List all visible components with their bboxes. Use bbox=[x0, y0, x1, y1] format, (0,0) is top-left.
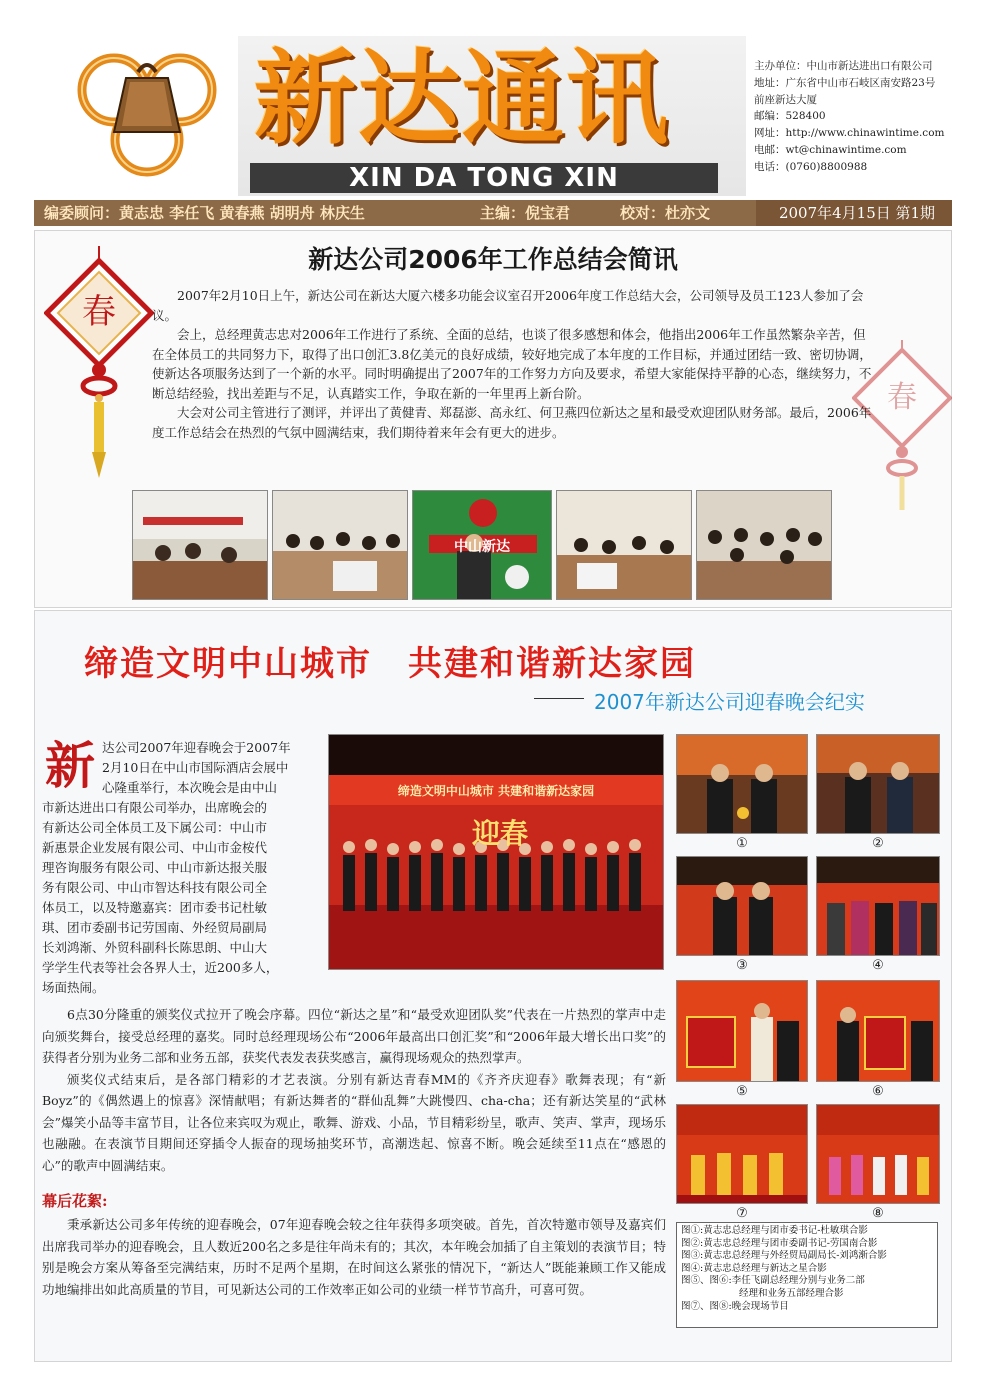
article1-paragraph: 大会对公司主管进行了测评，并评出了黄健青、郑磊澎、高永红、何卫燕四位新达之星和最受欢迎团队财务部。最后，2006年度工作总结会在热烈的气氛中圆满结束，我们期待着来年会有更大的进步。 bbox=[152, 405, 872, 440]
publisher-info-line: 电话：(0760)8800988 bbox=[754, 160, 868, 173]
photo-number: ③ bbox=[736, 958, 748, 973]
gallery-photo-5 bbox=[676, 980, 808, 1082]
intro-line: 学学生代表等社会各界人士，近200多人， bbox=[42, 960, 279, 975]
spring-character: 春 bbox=[82, 292, 116, 332]
intro-line: 理咨询服务有限公司、中山市新达报关服 bbox=[42, 860, 268, 875]
caption-line: 经理和业务五部经理合影 bbox=[739, 1287, 844, 1299]
intro-line: 有新达公司全体员工及下属公司：中山市 bbox=[42, 820, 268, 835]
photo-number: ⑦ bbox=[736, 1206, 748, 1221]
gallery-photo-7 bbox=[676, 1104, 808, 1204]
masthead-title-english: XIN DA TONG XIN bbox=[250, 163, 718, 193]
staff-bar-left bbox=[34, 200, 756, 226]
photo-number: ⑧ bbox=[872, 1206, 884, 1221]
caption-line: 图②:黄志忠总经理与团市委副书记-劳国南合影 bbox=[681, 1237, 878, 1249]
article1-paragraph: 会上，总经理黄志忠对2006年工作进行了系统、全面的总结，也谈了很多感想和体会，他指出2006年工作虽然繁杂辛苦，但在全体员工的共同努力下，取得了出口创汇3.8亿美元的良好成绩，较好地完成了本年度的工作目标，并通过团结一致、密切协调，使新达各项服务达到了一个新的水平。同时明确提出了2007年的工作努力方向及要求，希望大家能保持平静的心态，继续努力，不断总结经验，找出差距与不足，认真踏实工作，争取在新的一年里再上新台阶。 bbox=[152, 327, 872, 401]
photo-number: ⑤ bbox=[736, 1084, 748, 1099]
photo-caption-box bbox=[676, 1222, 938, 1328]
article2-headline: 缔造文明中山城市 共建和谐新达家园 bbox=[84, 644, 696, 684]
intro-line: 琪、团市委副书记劳国南、外经贸局副局 bbox=[42, 920, 268, 935]
gallery-photo-6 bbox=[816, 980, 940, 1082]
publisher-info-line: 地址：广东省中山市石岐区南安路23号 bbox=[754, 76, 936, 89]
publisher-info-line: 主办单位：中山市新达进出口有限公司 bbox=[754, 60, 933, 72]
photo-number: ① bbox=[736, 836, 748, 851]
stage-backdrop-text: 迎春 bbox=[471, 817, 528, 850]
intro-line: 体员工，以及特邀嘉宾：团市委书记杜敏 bbox=[42, 900, 268, 915]
stage-photo bbox=[328, 734, 664, 970]
meeting-photo-2 bbox=[272, 490, 408, 600]
intro-line: 长刘鸿渐、外贸科副科长陈思朗、中山大 bbox=[42, 940, 268, 955]
gallery-photo-1 bbox=[676, 734, 808, 834]
gallery-photo-8 bbox=[816, 1104, 940, 1204]
intro-line: 2月10日在中山市国际酒店会展中 bbox=[102, 760, 289, 775]
article1-paragraph: 2007年2月10日上午，新达公司在新达大厦六楼多功能会议室召开2006年度工作总结大会，公司领导及员工123人参加了会议。 bbox=[152, 288, 864, 323]
publisher-info-line: 邮编：528400 bbox=[754, 110, 826, 123]
intro-line: 市新达进出口有限公司举办，出席晚会的 bbox=[42, 800, 268, 815]
meeting-photo-5 bbox=[696, 490, 832, 600]
intro-line: 心隆重举行，本次晚会是由中山 bbox=[102, 780, 278, 795]
chief-editor: 主编：倪宝君 bbox=[480, 204, 571, 222]
subtitle-dash-rule bbox=[534, 698, 584, 699]
gallery-photo-2 bbox=[816, 734, 940, 834]
issue-date: 2007年4月15日 第1期 bbox=[778, 204, 936, 222]
backstage-body bbox=[42, 1214, 666, 1300]
article1-body bbox=[152, 286, 872, 442]
caption-line: 图③:黄志忠总经理与外经贸局副局长-刘鸿渐合影 bbox=[681, 1250, 887, 1262]
backstage-heading: 幕后花絮: bbox=[42, 1192, 108, 1210]
gallery-photo-4 bbox=[816, 856, 940, 956]
article2-subtitle: 2007年新达公司迎春晚会纪实 bbox=[594, 690, 865, 714]
intro-line: 务有限公司、中山市智达科技有限公司全 bbox=[42, 880, 268, 895]
faded-spring-character: 春 bbox=[887, 380, 917, 415]
gallery-photo-3 bbox=[676, 856, 808, 956]
proofreader: 校对：杜亦文 bbox=[620, 204, 711, 222]
intro-line: 场面热闹。 bbox=[42, 980, 105, 995]
meeting-photo-4 bbox=[556, 490, 692, 600]
intro-line: 达公司2007年迎春晚会于2007年 bbox=[102, 740, 291, 755]
article2-body bbox=[42, 1004, 666, 1176]
intro-line: 新惠景企业发展有限公司、中山市金桉代 bbox=[42, 840, 268, 855]
article2-intro bbox=[42, 738, 324, 998]
caption-line: 图⑤、图⑥:李任飞副总经理分别与业务二部 bbox=[681, 1275, 865, 1287]
photo-number: ④ bbox=[872, 958, 884, 973]
article2-paragraph: 颁奖仪式结束后，是各部门精彩的才艺表演。分别有新达青春MM的《齐齐庆迎春》歌舞表现；有“新Boyz”的《偶然遇上的惊喜》深情献唱；有新达舞者的“群仙乱舞”大跳慢四、cha-cha；还有新达笑星的“武林会”爆笑小品等丰富节目，让各位来宾叹为观止，歌舞、游戏、小品，节目精彩纷呈，歌声、笑声、掌声，现场乐也融融。在表演节目期间还穿插令人振奋的现场抽奖环节，高潮迭起、惊喜不断。晚会延续至11点在“感恩的心”的歌声中圆满结束。 bbox=[42, 1071, 666, 1173]
editorial-advisors: 编委顾问：黄志忠 李任飞 黄春燕 胡明舟 林庆生 bbox=[44, 204, 365, 222]
photo-number: ② bbox=[872, 836, 884, 851]
masthead-title: 新达通讯 bbox=[254, 40, 670, 159]
photo-number: ⑥ bbox=[872, 1084, 884, 1099]
company-logo bbox=[72, 32, 222, 192]
caption-line: 图⑦、图⑧:晚会现场节目 bbox=[681, 1300, 789, 1312]
backstage-paragraph: 秉承新达公司多年传统的迎春晚会，07年迎春晚会较之往年获得多项突破。首先，首次特邀市领导及嘉宾们出席我司举办的迎春晚会，且人数近200名之多是往年尚未有的；其次，本年晚会加插了自主策划的表演节目；特别是晚会方案从筹备至完满结束，历时不足两个星期，在时间这么紧张的情况下，“新达人”既能兼顾工作又能成功地编排出如此高质量的节目，可见新达公司的工作效率正如公司的业绩一样节节高升，可喜可贺。 bbox=[42, 1217, 666, 1297]
stage-banner-text: 缔造文明中山城市 共建和谐新达家园 bbox=[397, 784, 595, 798]
publisher-info-line: 网址：http://www.chinawintime.com bbox=[754, 127, 945, 140]
caption-line: 图④:黄志忠总经理与新达之星合影 bbox=[681, 1262, 827, 1274]
publisher-info bbox=[754, 58, 974, 176]
meeting-photo-1 bbox=[132, 490, 268, 600]
article1-title: 新达公司2006年工作总结会简讯 bbox=[308, 245, 678, 274]
chinese-knot-ornament bbox=[44, 246, 154, 486]
photo-banner-text: 中山新达 bbox=[454, 539, 510, 555]
publisher-info-line: 电邮：wt@chinawintime.com bbox=[754, 143, 907, 156]
article2-paragraph: 6点30分隆重的颁奖仪式拉开了晚会序幕。四位“新达之星”和“最受欢迎团队奖”代表在一片热烈的掌声中走向颁奖舞台，接受总经理的嘉奖。同时总经理现场公布“2006年最高出口创汇奖”和“2006年最大增长出口奖”的获得者分别为业务二部和业务五部，获奖代表发表获奖感言，赢得现场观众的热烈掌声。 bbox=[42, 1007, 666, 1065]
caption-line: 图①:黄志忠总经理与团市委书记-杜敏琪合影 bbox=[681, 1225, 868, 1236]
dropcap: 新 bbox=[45, 736, 95, 795]
publisher-info-line: 前座新达大厦 bbox=[754, 93, 817, 106]
